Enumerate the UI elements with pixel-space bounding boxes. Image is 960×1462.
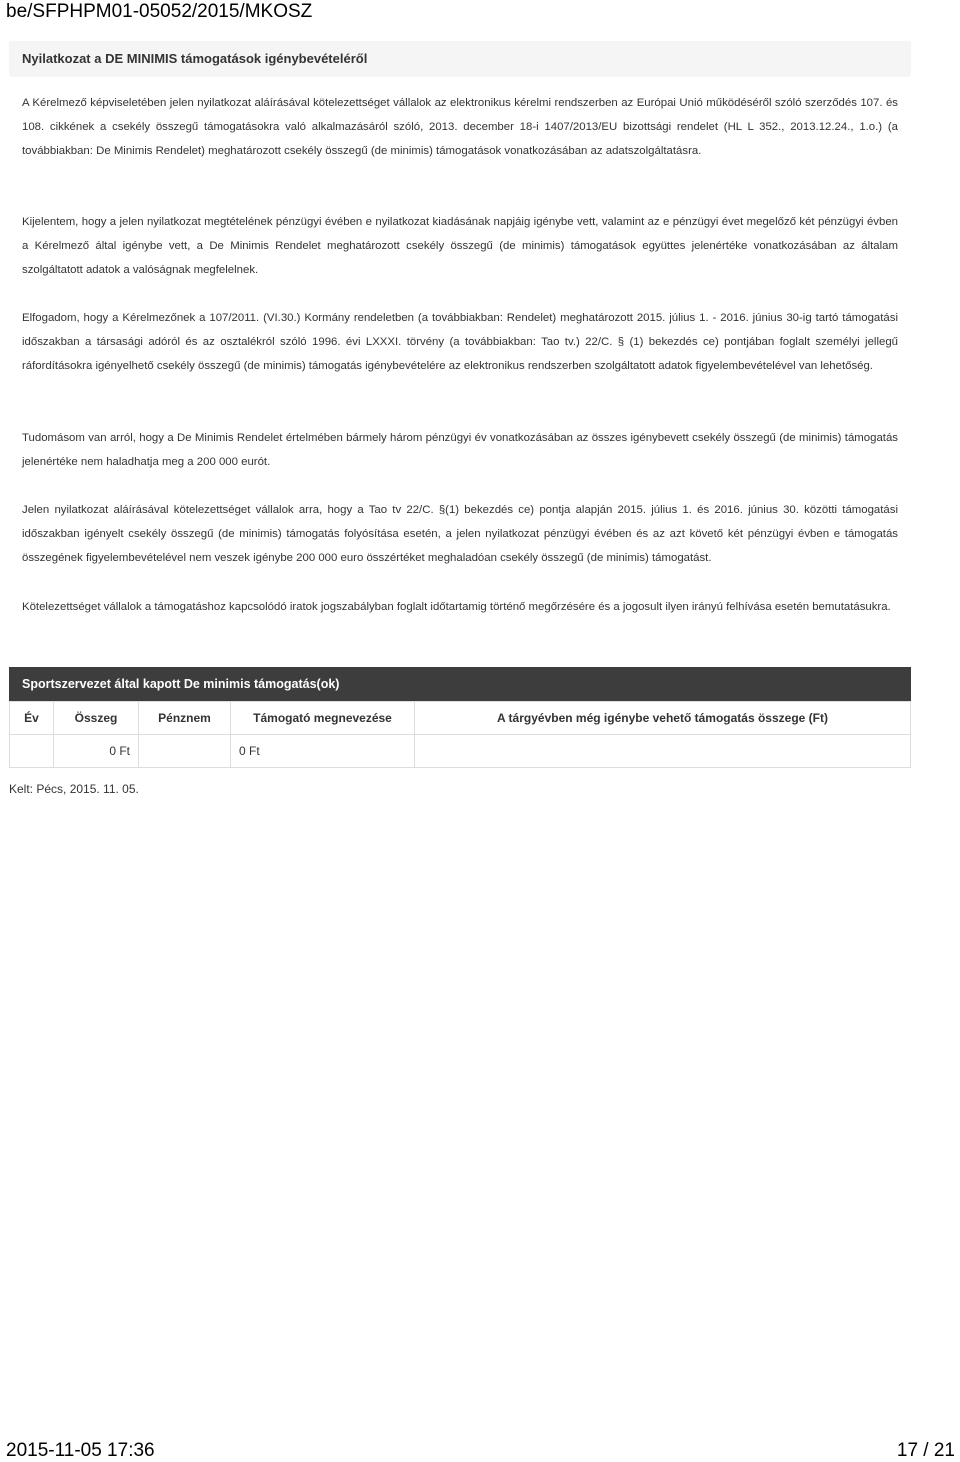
footer-page-number: 17 / 21 [896,1440,955,1461]
date-place: Kelt: Pécs, 2015. 11. 05. [9,782,139,796]
column-header-osszeg: Összeg [54,702,139,735]
column-header-tamogato: Támogató megnevezése [231,702,415,735]
column-header-ev: Év [10,702,54,735]
paragraph-4: Tudomásom van arról, hogy a De Minimis Rendelet értelmében bármely három pénzügyi év vonatkozásában az összes igénybevett csekély összegű (de minimis) támogatás jelenértéke nem haladhatja meg a 200 000 eurót. [22,432,898,469]
paragraph-2: Kijelentem, hogy a jelen nyilatkozat megtételének pénzügyi évében e nyilatkozat kiadásának napjáig igénybe vett, valamint az e pénzügyi évet megelőző két pénzügyi évben a Kérelmező által igénybe vett, a De Minimis Rendelet meghatározott csekély összegű (de minimis) támogatások együttes jelenértéke vonatkozásában az általam szolgáltatott adatok a valóságnak megfelelnek. [22,216,898,277]
column-header-igenybeveheto: A tárgyévben még igénybe vehető támogatás összege (Ft) [415,702,911,735]
document-id: be/SFPHPM01-05052/2015/MKOSZ [6,1,313,22]
footer-timestamp: 2015-11-05 17:36 [6,1440,155,1461]
table-row [10,735,911,768]
table-header-row [10,702,911,735]
cell-penznem [139,735,231,768]
grants-table [9,701,911,768]
cell-igenybeveheto [415,735,911,768]
declaration-panel [9,41,911,77]
paragraph-1: A Kérelmező képviseletében jelen nyilatkozat aláírásával kötelezettséget vállalok az elektronikus kérelmi rendszerben az Európai Unió működéséről szóló szerződés 107. és 108. cikkének a csekély összegű támogatásokra való alkalmazásáról szóló, 2013. december 18-i 1407/2013/EU bizottsági rendelet (HL L 352., 2013.12.24., 1.o.) (a továbbiakban: De Minimis Rendelet) meghatározott csekély összegű (de minimis) támogatások vonatkozásában az adatszolgáltatásra. [22,97,898,158]
paragraph-3: Elfogadom, hogy a Kérelmezőnek a 107/2011. (VI.30.) Kormány rendeletben (a továbbiakban: Rendelet) meghatározott 2015. július 1. - 2016. június 30-ig tartó támogatási időszakban a társasági adóról és az osztalékról szóló 1996. évi LXXXI. törvény (a továbbiakban: Tao tv.) 22/C. § (1) bekezdés ce) pontjában foglalt személyi jellegű ráfordításokra igényelhető csekély összegű (de minimis) támogatás igénybevételére az elektronikus rendszerben szolgáltatott adatok figyelembevételével van lehetőség. [22,312,898,373]
cell-osszeg: 0 Ft [54,735,139,768]
cell-tamogato: 0 Ft [231,735,415,768]
grants-table-title: Sportszervezet által kapott De minimis támogatás(ok) [9,667,911,701]
paragraph-5: Jelen nyilatkozat aláírásával kötelezettséget vállalok arra, hogy a Tao tv 22/C. §(1) bekezdés ce) pontja alapján 2015. július 1. és 2016. június 30. közötti támogatási időszakban igényelt csekély összegű (de minimis) támogatás folyósítása esetén, a jelen nyilatkozat pénzügyi évében és az azt követő két pénzügyi évben e támogatás összegének figyelembevételével nem veszek igénybe 200 000 euro összértéket meghaladóan csekély összegű (de minimis) támogatást. [22,504,898,565]
section-title: Nyilatkozat a DE MINIMIS támogatások igénybevételéről [9,41,911,77]
paragraph-6: Kötelezettséget vállalok a támogatáshoz kapcsolódó iratok jogszabályban foglalt időtartamig történő megőrzésére és a jogosult ilyen irányú felhívása esetén bemutatásukra. [22,601,891,613]
column-header-penznem: Pénznem [139,702,231,735]
cell-ev [10,735,54,768]
